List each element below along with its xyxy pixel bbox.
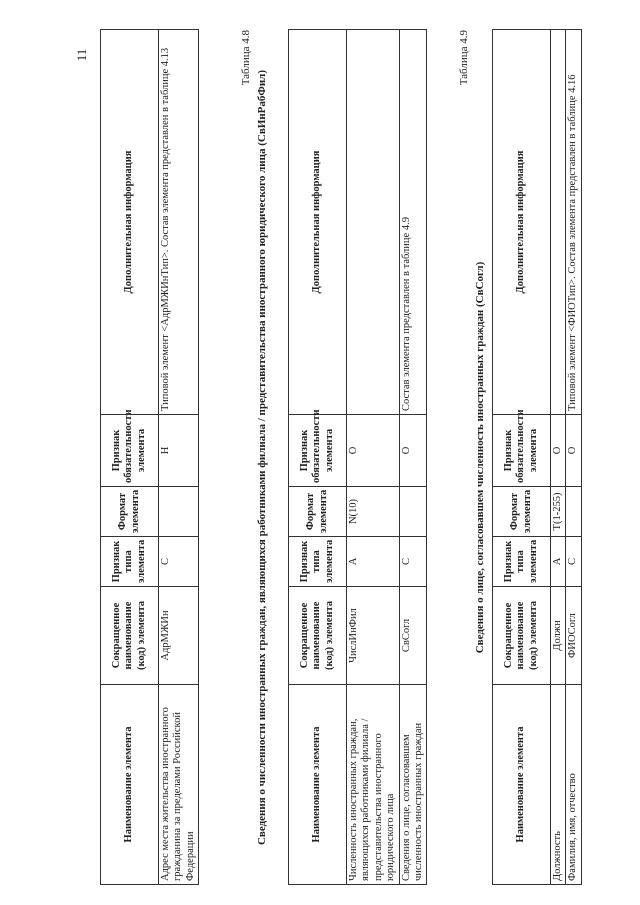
table-4-9 bbox=[492, 29, 582, 885]
cell-required: Н bbox=[159, 415, 199, 487]
cell-name: Фамилия, имя, отчество bbox=[566, 685, 581, 885]
cell-info bbox=[347, 30, 400, 415]
cell-name: Сведения о лице, согласовавшем численность иностранных граждан bbox=[399, 685, 427, 885]
header-code: Сокращенное наименование (код) элемента bbox=[493, 587, 551, 685]
header-required: Признак обязательности элемента bbox=[289, 415, 347, 487]
continuation-table bbox=[100, 29, 199, 885]
cell-type: С bbox=[159, 537, 199, 587]
cell-info: Типовой элемент <ФИОТип>. Состав элемента представлен в таблице 4.16 bbox=[566, 30, 581, 415]
header-type: Признак типа элемента bbox=[101, 537, 159, 587]
cell-type: С bbox=[566, 537, 581, 587]
header-code: Сокращенное наименование (код) элемента bbox=[101, 587, 159, 685]
header-code: Сокращенное наименование (код) элемента bbox=[289, 587, 347, 685]
cell-code: ЧислИнФил bbox=[347, 587, 400, 685]
cell-type: А bbox=[551, 537, 566, 587]
table-row bbox=[551, 30, 566, 885]
header-name: Наименование элемента bbox=[289, 685, 347, 885]
header-format: Формат элемента bbox=[101, 487, 159, 537]
table-label: Таблица 4.9 bbox=[458, 30, 470, 86]
header-info: Дополнительная информация bbox=[493, 30, 551, 415]
cell-code: АдрМЖИн bbox=[159, 587, 199, 685]
table-label: Таблица 4.8 bbox=[240, 30, 252, 86]
cell-format bbox=[399, 487, 427, 537]
cell-required: О bbox=[347, 415, 400, 487]
header-format: Формат элемента bbox=[289, 487, 347, 537]
table-row bbox=[399, 30, 427, 885]
cell-required: О bbox=[551, 415, 566, 487]
header-name: Наименование элемента bbox=[493, 685, 551, 885]
cell-required: О bbox=[399, 415, 427, 487]
cell-type: А bbox=[347, 537, 400, 587]
header-type: Признак типа элемента bbox=[289, 537, 347, 587]
table-title: Сведения о численности иностранных граждан, являющихся работниками филиала / представительства иностранного юридического лица (СвИнРабФил) bbox=[256, 69, 268, 846]
cell-format bbox=[566, 487, 581, 537]
cell-info: Типовой элемент <АдрМЖИнТип>. Состав элемента представлен в таблице 4.13 bbox=[159, 30, 199, 415]
cell-code: СвСогл bbox=[399, 587, 427, 685]
cell-format: N(10) bbox=[347, 487, 400, 537]
cell-format: T(1-255) bbox=[551, 487, 566, 537]
cell-format bbox=[159, 487, 199, 537]
cell-code: ФИОСогл bbox=[566, 587, 581, 685]
cell-type: С bbox=[399, 537, 427, 587]
cell-code: Должн bbox=[551, 587, 566, 685]
header-info: Дополнительная информация bbox=[101, 30, 159, 415]
cell-info: Состав элемента представлен в таблице 4.9 bbox=[399, 30, 427, 415]
continuation-table-block bbox=[100, 30, 199, 885]
table-4-8 bbox=[288, 29, 427, 885]
header-name: Наименование элемента bbox=[101, 685, 159, 885]
cell-name: Численность иностранных граждан, являющихся работниками филиала / представительства иностранного юридического лица bbox=[347, 685, 400, 885]
cell-name: Адрес места жительства иностранного гражданина за пределами Российской Федерации bbox=[159, 685, 199, 885]
table-row bbox=[347, 30, 400, 885]
cell-name: Должность bbox=[551, 685, 566, 885]
rotated-content bbox=[100, 5, 620, 885]
header-type: Признак типа элемента bbox=[493, 537, 551, 587]
header-info: Дополнительная информация bbox=[289, 30, 347, 415]
table-title: Сведения о лице, согласовавшем численность иностранных граждан (СвСогл) bbox=[474, 261, 486, 654]
header-required: Признак обязательности элемента bbox=[101, 415, 159, 487]
header-format: Формат элемента bbox=[493, 487, 551, 537]
cell-info bbox=[551, 30, 566, 415]
header-required: Признак обязательности элемента bbox=[493, 415, 551, 487]
table-row bbox=[566, 30, 581, 885]
page-number: 11 bbox=[74, 48, 89, 62]
cell-required: О bbox=[566, 415, 581, 487]
table-row bbox=[159, 30, 199, 885]
